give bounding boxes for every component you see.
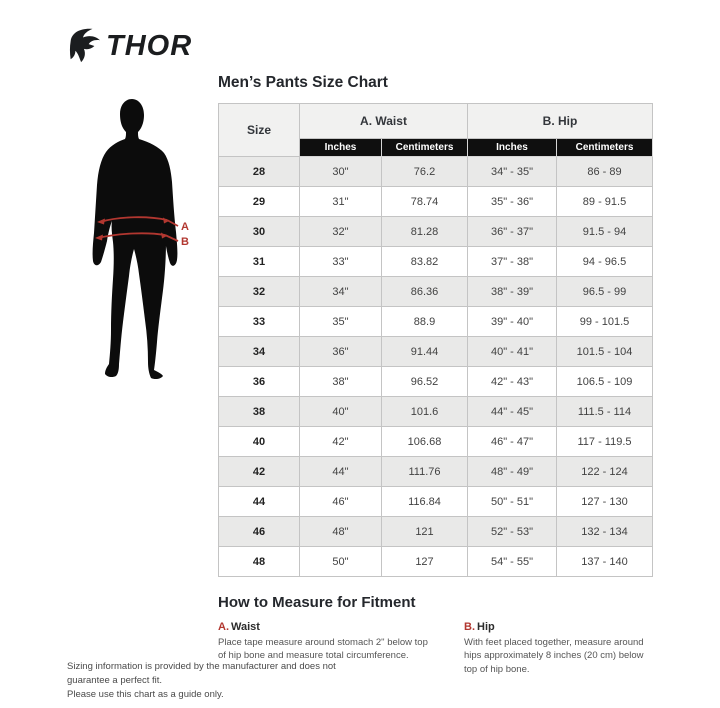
disclaimer-line-1: Sizing information is provided by the manufacturer and does not guarantee a perfect fit. [67, 661, 336, 686]
subheader-hip-centimeters: Centimeters [557, 139, 653, 157]
waist-inches-cell: 33" [300, 247, 382, 277]
table-row [219, 307, 653, 337]
male-body-shape [93, 99, 178, 379]
hip-inches-cell: 39" - 40" [468, 307, 557, 337]
measure-waist-word: Waist [231, 621, 260, 633]
size-cell: 42 [219, 457, 300, 487]
hip-centimeters-cell: 117 - 119.5 [557, 427, 653, 457]
table-row [219, 247, 653, 277]
size-cell: 29 [219, 187, 300, 217]
hip-inches-cell: 46" - 47" [468, 427, 557, 457]
hip-centimeters-cell: 86 - 89 [557, 157, 653, 187]
table-row [219, 517, 653, 547]
hip-centimeters-cell: 106.5 - 109 [557, 367, 653, 397]
column-header-size: Size [219, 104, 300, 157]
disclaimer [67, 660, 337, 701]
waist-centimeters-cell: 76.2 [382, 157, 468, 187]
waist-centimeters-cell: 101.6 [382, 397, 468, 427]
column-header-hip: B. Hip [468, 104, 653, 139]
hip-inches-cell: 35" - 36" [468, 187, 557, 217]
size-cell: 28 [219, 157, 300, 187]
size-table [218, 103, 653, 577]
subheader-waist-inches: Inches [300, 139, 382, 157]
page-title: Men’s Pants Size Chart [218, 74, 388, 91]
waist-centimeters-cell: 86.36 [382, 277, 468, 307]
hip-centimeters-cell: 111.5 - 114 [557, 397, 653, 427]
waist-inches-cell: 36" [300, 337, 382, 367]
table-row [219, 457, 653, 487]
waist-inches-cell: 48" [300, 517, 382, 547]
hip-inches-cell: 38" - 39" [468, 277, 557, 307]
measure-hip-letter: B. [464, 621, 475, 633]
hip-centimeters-cell: 99 - 101.5 [557, 307, 653, 337]
subheader-waist-centimeters: Centimeters [382, 139, 468, 157]
table-row [219, 277, 653, 307]
hip-inches-cell: 54" - 55" [468, 547, 557, 577]
hip-centimeters-cell: 91.5 - 94 [557, 217, 653, 247]
hip-inches-cell: 52" - 53" [468, 517, 557, 547]
hip-inches-cell: 42" - 43" [468, 367, 557, 397]
measure-hip-label [464, 621, 652, 633]
male-figure-silhouette [75, 85, 215, 395]
measure-heading: How to Measure for Fitment [218, 594, 416, 611]
hip-centimeters-cell: 127 - 130 [557, 487, 653, 517]
thor-logo [64, 26, 192, 66]
waist-inches-cell: 40" [300, 397, 382, 427]
measure-label-b: B [181, 236, 189, 248]
waist-centimeters-cell: 78.74 [382, 187, 468, 217]
waist-centimeters-cell: 88.9 [382, 307, 468, 337]
waist-centimeters-cell: 83.82 [382, 247, 468, 277]
measure-waist-text: Place tape measure around stomach 2" below top of hip bone and measure total circumference. [218, 637, 428, 662]
waist-inches-cell: 42" [300, 427, 382, 457]
hip-inches-cell: 34" - 35" [468, 157, 557, 187]
size-cell: 40 [219, 427, 300, 457]
size-cell: 44 [219, 487, 300, 517]
size-cell: 48 [219, 547, 300, 577]
measure-label-a: A [181, 221, 189, 233]
waist-inches-cell: 38" [300, 367, 382, 397]
table-row [219, 487, 653, 517]
thor-logo-icon [64, 26, 102, 66]
size-cell: 46 [219, 517, 300, 547]
waist-inches-cell: 46" [300, 487, 382, 517]
waist-centimeters-cell: 116.84 [382, 487, 468, 517]
hip-inches-cell: 40" - 41" [468, 337, 557, 367]
hip-centimeters-cell: 101.5 - 104 [557, 337, 653, 367]
hip-inches-cell: 44" - 45" [468, 397, 557, 427]
measure-hip-block [464, 621, 652, 676]
disclaimer-line-2: Please use this chart as a guide only. [67, 688, 224, 700]
size-cell: 34 [219, 337, 300, 367]
table-row [219, 397, 653, 427]
size-cell: 36 [219, 367, 300, 397]
size-cell: 38 [219, 397, 300, 427]
waist-centimeters-cell: 111.76 [382, 457, 468, 487]
hip-centimeters-cell: 89 - 91.5 [557, 187, 653, 217]
hip-centimeters-cell: 122 - 124 [557, 457, 653, 487]
size-cell: 30 [219, 217, 300, 247]
main-content [218, 74, 652, 676]
waist-centimeters-cell: 127 [382, 547, 468, 577]
table-row [219, 217, 653, 247]
measure-waist-letter: A. [218, 621, 229, 633]
waist-centimeters-cell: 91.44 [382, 337, 468, 367]
waist-inches-cell: 31" [300, 187, 382, 217]
table-row [219, 157, 653, 187]
measure-hip-word: Hip [477, 621, 495, 633]
thor-logo-text: THOR [106, 29, 193, 62]
table-header-row [219, 104, 653, 139]
waist-centimeters-cell: 96.52 [382, 367, 468, 397]
hip-centimeters-cell: 94 - 96.5 [557, 247, 653, 277]
size-cell: 31 [219, 247, 300, 277]
hip-inches-cell: 37" - 38" [468, 247, 557, 277]
waist-inches-cell: 44" [300, 457, 382, 487]
hip-inches-cell: 50" - 51" [468, 487, 557, 517]
waist-inches-cell: 32" [300, 217, 382, 247]
hip-centimeters-cell: 132 - 134 [557, 517, 653, 547]
table-row [219, 427, 653, 457]
column-header-waist: A. Waist [300, 104, 468, 139]
table-row [219, 187, 653, 217]
measure-waist-label [218, 621, 464, 633]
size-cell: 32 [219, 277, 300, 307]
subheader-hip-inches: Inches [468, 139, 557, 157]
size-table-body [219, 157, 653, 577]
hip-centimeters-cell: 96.5 - 99 [557, 277, 653, 307]
waist-inches-cell: 30" [300, 157, 382, 187]
size-cell: 33 [219, 307, 300, 337]
waist-inches-cell: 50" [300, 547, 382, 577]
hip-inches-cell: 48" - 49" [468, 457, 557, 487]
waist-centimeters-cell: 81.28 [382, 217, 468, 247]
waist-centimeters-cell: 121 [382, 517, 468, 547]
table-row [219, 337, 653, 367]
table-row [219, 367, 653, 397]
hip-centimeters-cell: 137 - 140 [557, 547, 653, 577]
measure-hip-text: With feet placed together, measure around hips approximately 8 inches (20 cm) below top of hip bone. [464, 637, 644, 675]
table-row [219, 547, 653, 577]
waist-inches-cell: 34" [300, 277, 382, 307]
waist-inches-cell: 35" [300, 307, 382, 337]
hip-inches-cell: 36" - 37" [468, 217, 557, 247]
waist-centimeters-cell: 106.68 [382, 427, 468, 457]
